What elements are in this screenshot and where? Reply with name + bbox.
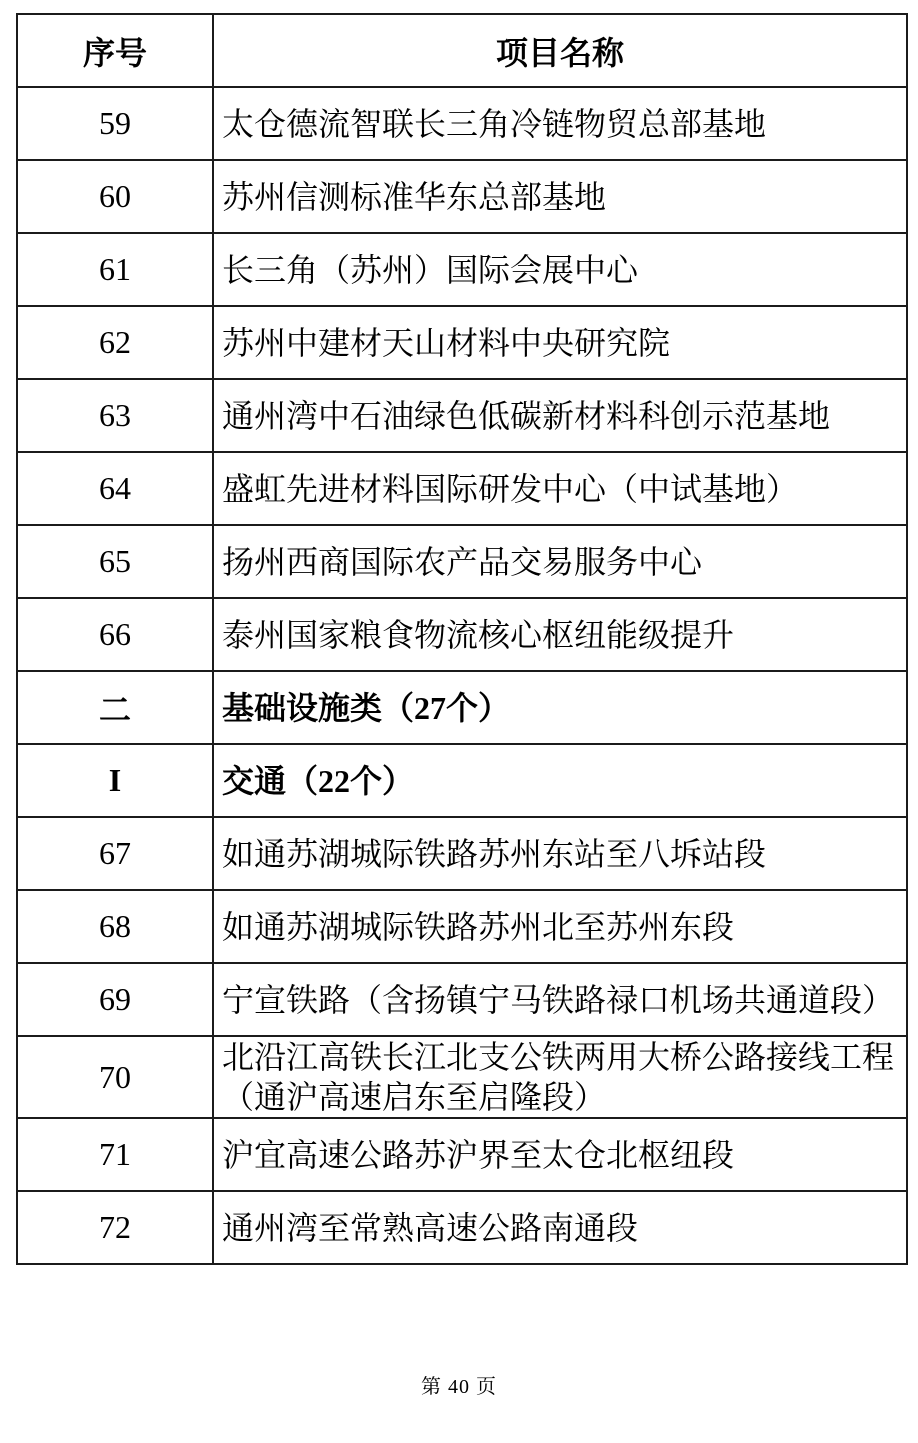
table-row	[17, 598, 907, 671]
project-name-cell: 沪宜高速公路苏沪界至太仓北枢纽段	[213, 1118, 907, 1191]
table-row	[17, 525, 907, 598]
serial-number-cell: 71	[17, 1118, 213, 1191]
project-name-cell: 长三角（苏州）国际会展中心	[213, 233, 907, 306]
project-name-cell: 如通苏湖城际铁路苏州北至苏州东段	[213, 890, 907, 963]
project-name-cell: 泰州国家粮食物流核心枢纽能级提升	[213, 598, 907, 671]
table-header	[17, 14, 907, 87]
serial-number-cell: 68	[17, 890, 213, 963]
serial-number-cell: 63	[17, 379, 213, 452]
serial-number-cell: 二	[17, 671, 213, 744]
serial-number-cell: 65	[17, 525, 213, 598]
table-row	[17, 817, 907, 890]
project-name-cell: 扬州西商国际农产品交易服务中心	[213, 525, 907, 598]
table-row	[17, 452, 907, 525]
table-row	[17, 1036, 907, 1118]
project-name-cell: 苏州信测标准华东总部基地	[213, 160, 907, 233]
project-name-cell: 通州湾至常熟高速公路南通段	[213, 1191, 907, 1264]
table-row	[17, 744, 907, 817]
serial-number-cell: 59	[17, 87, 213, 160]
project-list-table	[16, 13, 908, 1265]
project-name-cell: 宁宣铁路（含扬镇宁马铁路禄口机场共通道段）	[213, 963, 907, 1036]
serial-number-cell: 69	[17, 963, 213, 1036]
table-row	[17, 1118, 907, 1191]
serial-number-cell: 66	[17, 598, 213, 671]
table-row	[17, 233, 907, 306]
table-row	[17, 87, 907, 160]
table-row	[17, 671, 907, 744]
serial-number-cell: 60	[17, 160, 213, 233]
serial-number-cell: 64	[17, 452, 213, 525]
project-name-cell: 基础设施类（27个）	[213, 671, 907, 744]
header-project-name: 项目名称	[213, 14, 907, 87]
serial-number-cell: 72	[17, 1191, 213, 1264]
table-row	[17, 963, 907, 1036]
serial-number-cell: 67	[17, 817, 213, 890]
project-name-cell: 苏州中建材天山材料中央研究院	[213, 306, 907, 379]
project-name-cell: 盛虹先进材料国际研发中心（中试基地）	[213, 452, 907, 525]
page-number: 第 40 页	[421, 1376, 497, 1398]
serial-number-cell: 70	[17, 1036, 213, 1118]
serial-number-cell: 62	[17, 306, 213, 379]
header-row	[17, 14, 907, 87]
header-serial-number: 序号	[17, 14, 213, 87]
table-row	[17, 1191, 907, 1264]
serial-number-cell: I	[17, 744, 213, 817]
table-body	[17, 87, 907, 1264]
table-row	[17, 160, 907, 233]
serial-number-cell: 61	[17, 233, 213, 306]
project-name-cell: 北沿江高铁长江北支公铁两用大桥公路接线工程（通沪高速启东至启隆段）	[213, 1036, 907, 1118]
project-name-cell: 通州湾中石油绿色低碳新材料科创示范基地	[213, 379, 907, 452]
project-name-cell: 交通（22个）	[213, 744, 907, 817]
project-name-cell: 如通苏湖城际铁路苏州东站至八坼站段	[213, 817, 907, 890]
table-row	[17, 890, 907, 963]
table-row	[17, 306, 907, 379]
project-name-cell: 太仓德流智联长三角冷链物贸总部基地	[213, 87, 907, 160]
table-row	[17, 379, 907, 452]
